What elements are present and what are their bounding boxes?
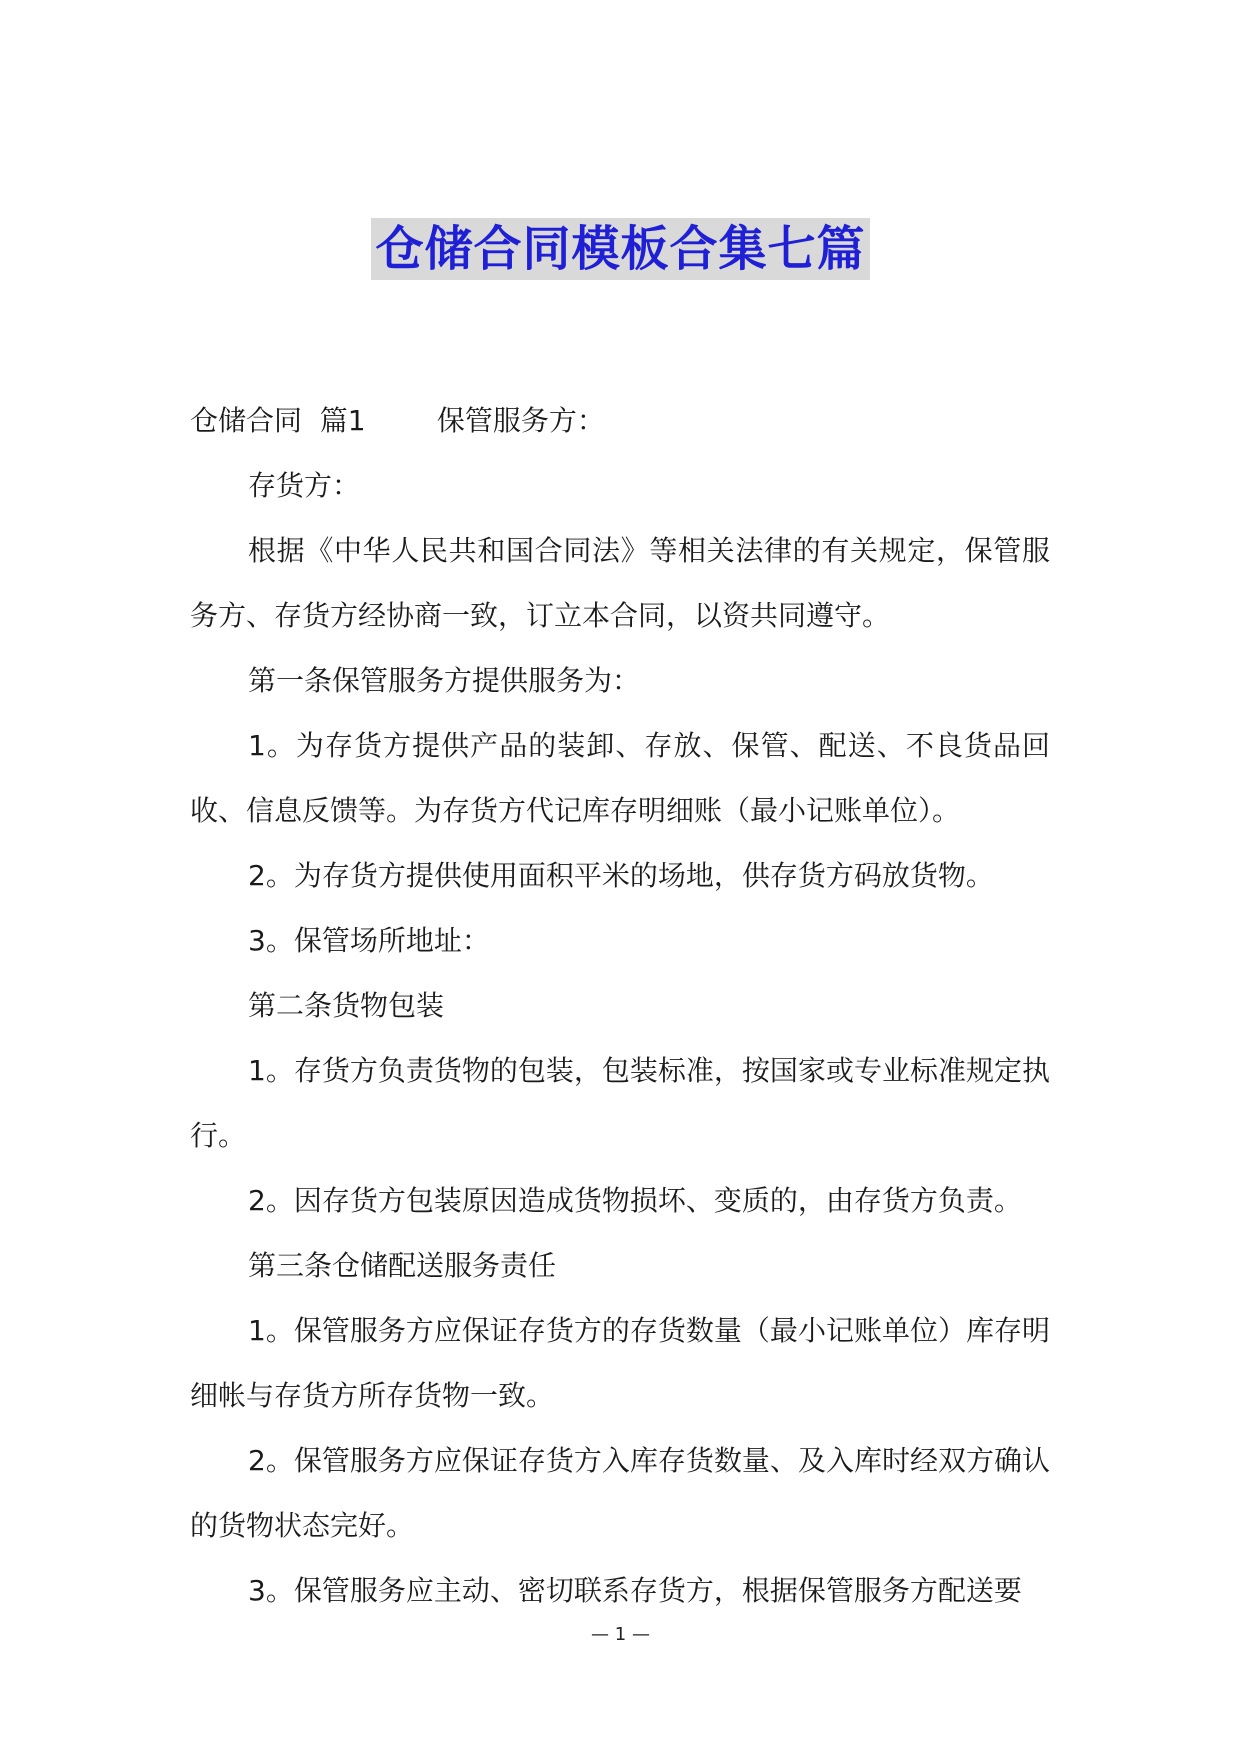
article-2-item-1: 1。存货方负责货物的包装，包装标准，按国家或专业标准规定执行。 [190,1054,1050,1152]
article-1-heading: 第一条保管服务方提供服务为： [248,664,641,697]
title-container [0,218,1241,280]
article-1-item-3: 3。保管场所地址： [248,924,490,957]
article-1-item-2: 2。为存货方提供使用面积平米的场地，供存货方码放货物。 [248,859,994,892]
document-title: 仓储合同模板合集七篇 [371,218,869,280]
paragraph-depositor: 存货方： [248,469,361,502]
article-3-heading: 第三条仓储配送服务责任 [248,1249,557,1282]
article-3-item-3: 3。保管服务应主动、密切联系存货方，根据保管服务方配送要 [248,1574,1022,1607]
article-3-item-2: 2。保管服务方应保证存货方入库存货数量、及入库时经双方确认的货物状态完好。 [190,1444,1050,1542]
page-number: — 1 — [591,1624,650,1645]
article-2-item-2: 2。因存货方包装原因造成货物损坏、变质的，由存货方负责。 [248,1184,1022,1217]
paragraph-preamble: 根据《中华人民共和国合同法》等相关法律的有关规定，保管服务方、存货方经协商一致，订立本合同，以资共同遵守。 [190,534,1050,632]
article-1-item-1: 1。为存货方提供产品的装卸、存放、保管、配送、不良货品回收、信息反馈等。为存货方代记库存明细账（最小记账单位）。 [190,729,1050,827]
paragraph-header-line: 仓储合同 篇1 保管服务方： [190,404,605,437]
article-3-item-1: 1。保管服务方应保证存货方的存货数量（最小记账单位）库存明细帐与存货方所存货物一致。 [190,1314,1050,1412]
document-body [190,388,1050,1623]
article-2-heading: 第二条货物包装 [248,989,445,1022]
